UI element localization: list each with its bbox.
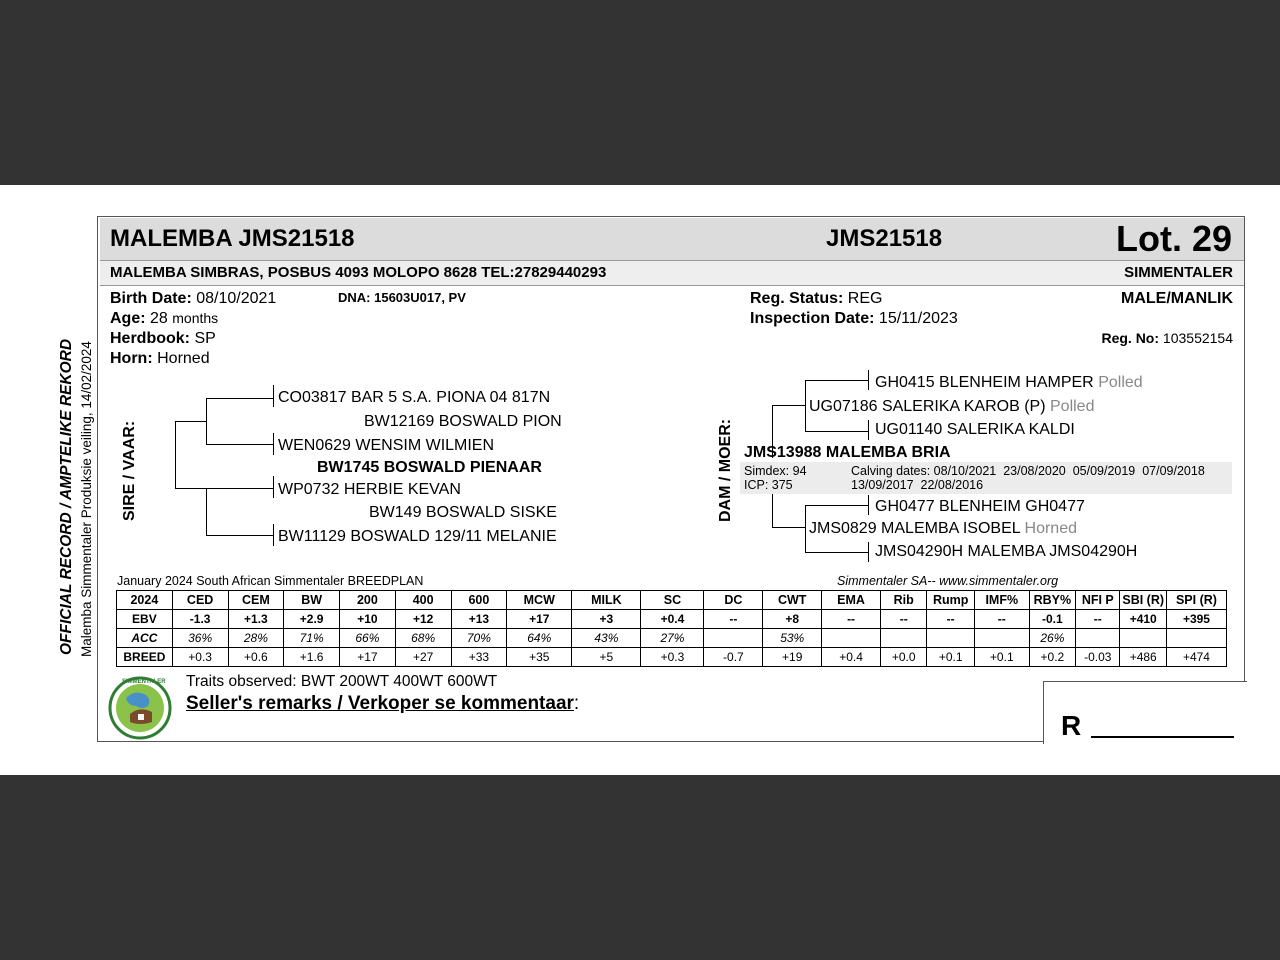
table-row-acc bbox=[117, 629, 1227, 648]
ebv-cell: -- bbox=[880, 610, 926, 629]
sire-grandsire: BW12169 BOSWALD PION bbox=[364, 413, 562, 430]
breeder-line: MALEMBA SIMBRAS, POSBUS 4093 MOLOPO 8628 TEL:27829440293 bbox=[110, 264, 607, 281]
reg-status-value: REG bbox=[847, 290, 883, 307]
ebv-cell: +410 bbox=[1120, 610, 1166, 629]
dam-gs-name: UG07186 SALERIKA KAROB (P) bbox=[809, 398, 1046, 415]
age bbox=[110, 310, 218, 328]
sire-tick-2 bbox=[273, 433, 274, 455]
breed-cell: +0.2 bbox=[1029, 648, 1075, 667]
acc-cell: 28% bbox=[228, 629, 284, 648]
dam-ggs1-note: Polled bbox=[1098, 374, 1143, 391]
acc-cell: 26% bbox=[1029, 629, 1075, 648]
dam-name: JMS13988 MALEMBA BRIA bbox=[744, 444, 951, 461]
breed-cell: +0.4 bbox=[822, 648, 881, 667]
ebv-cell: -- bbox=[974, 610, 1029, 629]
sire-gd-top bbox=[206, 488, 274, 489]
header-cell: 200 bbox=[340, 591, 396, 610]
acc-cell bbox=[880, 629, 926, 648]
ebv-cell: +2.9 bbox=[284, 610, 340, 629]
inspection-date bbox=[750, 310, 958, 328]
inspection-label: Inspection Date: bbox=[750, 310, 875, 327]
reg-status bbox=[750, 290, 882, 308]
dam-ggs1 bbox=[875, 374, 1143, 392]
logo-text: SIMMENTALER bbox=[122, 679, 166, 685]
ebv-cell: -- bbox=[704, 610, 763, 629]
header-cell: EMA bbox=[822, 591, 881, 610]
birth-label: Birth Date: bbox=[110, 290, 192, 307]
ebv-cell: -0.1 bbox=[1029, 610, 1075, 629]
breed-cell: +35 bbox=[507, 648, 572, 667]
acc-cell bbox=[974, 629, 1029, 648]
herdbook bbox=[110, 330, 216, 348]
acc-cell: 27% bbox=[641, 629, 704, 648]
sire-tick-4 bbox=[273, 524, 274, 546]
ebv-cell: -1.3 bbox=[172, 610, 228, 629]
lot-number: Lot. 29 bbox=[1116, 218, 1233, 259]
dam-gd-bottom bbox=[805, 552, 869, 553]
reg-no-value: 103552154 bbox=[1162, 330, 1233, 346]
header-cell: CEM bbox=[228, 591, 284, 610]
sire-bracket bbox=[175, 421, 176, 489]
breed-cell: -0.03 bbox=[1076, 648, 1120, 667]
header-cell: DC bbox=[704, 591, 763, 610]
breed-cell: +474 bbox=[1166, 648, 1226, 667]
sire-granddam: BW149 BOSWALD SISKE bbox=[369, 504, 557, 521]
breed-cell: +1.6 bbox=[284, 648, 340, 667]
ebv-cell: +17 bbox=[507, 610, 572, 629]
ebv-cell: +3 bbox=[572, 610, 641, 629]
ebv-cell: -- bbox=[1076, 610, 1120, 629]
breed-cell: +0.1 bbox=[974, 648, 1029, 667]
dam-gd-top bbox=[805, 505, 869, 506]
age-unit: months bbox=[172, 310, 219, 326]
reg-no-label: Reg. No: bbox=[1101, 330, 1160, 346]
acc-cell bbox=[1076, 629, 1120, 648]
sire-gs-top bbox=[206, 398, 274, 399]
age-label: Age: bbox=[110, 310, 146, 327]
breedplan-caption: January 2024 South African Simmentaler BREEDPLAN bbox=[117, 574, 424, 588]
animal-name: MALEMBA JMS21518 bbox=[110, 225, 355, 252]
ebv-cell: -- bbox=[822, 610, 881, 629]
sire-ggs1: CO03817 BAR 5 S.A. PIONA 04 817N bbox=[278, 389, 551, 406]
ebv-cell: -- bbox=[927, 610, 974, 629]
dam-gd-bracket bbox=[805, 505, 806, 553]
ebv-cell: EBV bbox=[117, 610, 173, 629]
acc-cell: 66% bbox=[340, 629, 396, 648]
dam-gs-top bbox=[805, 380, 869, 381]
breed-cell: +5 bbox=[572, 648, 641, 667]
dam-ggd1: UG01140 SALERIKA KALDI bbox=[875, 421, 1075, 438]
dam-grandsire bbox=[809, 398, 1094, 416]
reg-status-label: Reg. Status: bbox=[750, 290, 844, 307]
table-row-breed bbox=[117, 648, 1227, 667]
dam-bracket-lower bbox=[772, 494, 773, 527]
breed-cell: +0.0 bbox=[880, 648, 926, 667]
seller-remarks bbox=[186, 693, 579, 715]
sire-gs-bottom bbox=[206, 444, 274, 445]
dam-calving-dates: Calving dates: 08/10/2021 23/08/2020 05/09/2019 07/09/2018 bbox=[851, 464, 1205, 478]
breed-cell: -0.7 bbox=[704, 648, 763, 667]
breed-cell: +0.3 bbox=[641, 648, 704, 667]
sire-gd-bracket bbox=[206, 488, 207, 535]
dam-tick-3 bbox=[868, 495, 869, 515]
seller-remarks-colon: : bbox=[573, 693, 580, 714]
dam-icp: ICP: 375 bbox=[744, 478, 793, 492]
animal-id: JMS21518 bbox=[826, 225, 943, 252]
dam-tick-2 bbox=[868, 420, 869, 440]
ebv-cell: +10 bbox=[340, 610, 396, 629]
auction-label: Malemba Simmentaler Produksie veiling, 14/02/2024 bbox=[79, 341, 94, 657]
header-cell: MCW bbox=[507, 591, 572, 610]
acc-cell: 64% bbox=[507, 629, 572, 648]
dam-ggs1-name: GH0415 BLENHEIM HAMPER bbox=[875, 374, 1094, 391]
dam-gs-note: Polled bbox=[1050, 398, 1095, 415]
acc-cell bbox=[927, 629, 974, 648]
acc-cell bbox=[822, 629, 881, 648]
simmentaler-logo bbox=[108, 676, 172, 740]
ebv-cell: +395 bbox=[1166, 610, 1226, 629]
acc-cell: 36% bbox=[172, 629, 228, 648]
horn-value: Horned bbox=[157, 350, 210, 367]
dam-gd-name: JMS0829 MALEMBA ISOBEL bbox=[809, 520, 1021, 537]
sire-ggd1: WEN0629 WENSIM WILMIEN bbox=[278, 437, 495, 454]
horn-label: Horn: bbox=[110, 350, 153, 367]
acc-cell bbox=[704, 629, 763, 648]
header-cell: 600 bbox=[451, 591, 507, 610]
dam-granddam bbox=[809, 520, 1077, 538]
sire-bracket-top bbox=[175, 421, 206, 422]
breed-cell: +33 bbox=[451, 648, 507, 667]
sire-tick-3 bbox=[273, 476, 274, 498]
price-r-label: R bbox=[1061, 710, 1082, 741]
age-value: 28 bbox=[150, 310, 168, 327]
acc-cell bbox=[1166, 629, 1226, 648]
breed-cell: +0.6 bbox=[228, 648, 284, 667]
acc-cell: 53% bbox=[763, 629, 822, 648]
breed-cell: BREED bbox=[117, 648, 173, 667]
header-cell: 400 bbox=[395, 591, 451, 610]
dam-bracket-lower-bottom bbox=[772, 527, 805, 528]
dam-tick-1 bbox=[868, 370, 869, 390]
official-record-label: OFFICIAL RECORD / AMPTELIKE REKORD bbox=[58, 338, 75, 655]
breedplan-website: Simmentaler SA-- www.simmentaler.org bbox=[837, 574, 1059, 588]
acc-cell: 70% bbox=[451, 629, 507, 648]
header-cell: SBI (R) bbox=[1120, 591, 1166, 610]
dam-gs-bracket bbox=[805, 380, 806, 432]
dam-tick-4 bbox=[868, 542, 869, 562]
table-header-row bbox=[117, 591, 1227, 610]
ebv-cell: +0.4 bbox=[641, 610, 704, 629]
header-cell: Rump bbox=[927, 591, 974, 610]
dam-calving-dates-2: 13/09/2017 22/08/2016 bbox=[851, 478, 984, 492]
breed-cell: +486 bbox=[1120, 648, 1166, 667]
sire-bracket-bottom bbox=[175, 488, 206, 489]
sire-name: BW1745 BOSWALD PIENAAR bbox=[317, 459, 542, 476]
breedplan-table bbox=[116, 590, 1227, 667]
dam-label: DAM / MOER: bbox=[717, 418, 734, 522]
sex: MALE/MANLIK bbox=[1121, 290, 1233, 307]
ebv-cell: +12 bbox=[395, 610, 451, 629]
sire-ggs2: WP0732 HERBIE KEVAN bbox=[278, 481, 461, 498]
dam-ggd2: JMS04290H MALEMBA JMS04290H bbox=[875, 543, 1138, 560]
header-cell: NFI P bbox=[1076, 591, 1120, 610]
dam-gs-bottom bbox=[805, 431, 869, 432]
acc-cell: 43% bbox=[572, 629, 641, 648]
acc-cell bbox=[1120, 629, 1166, 648]
dna-info: DNA: 15603U017, PV bbox=[338, 290, 466, 305]
herdbook-value: SP bbox=[194, 330, 216, 347]
dam-gd-note: Horned bbox=[1024, 520, 1077, 537]
traits-observed: Traits observed: BWT 200WT 400WT 600WT bbox=[186, 673, 498, 690]
sire-gs-bracket bbox=[206, 398, 207, 445]
header-cell: Rib bbox=[880, 591, 926, 610]
dam-simdex: Simdex: 94 bbox=[744, 464, 807, 478]
header-cell: IMF% bbox=[974, 591, 1029, 610]
sire-tick-1 bbox=[273, 385, 274, 407]
dam-ggs2: GH0477 BLENHEIM GH0477 bbox=[875, 498, 1085, 515]
header-cell: MILK bbox=[572, 591, 641, 610]
breed-cell: +0.3 bbox=[172, 648, 228, 667]
breed-cell: +27 bbox=[395, 648, 451, 667]
inspection-value: 15/11/2023 bbox=[878, 310, 958, 327]
horn bbox=[110, 350, 210, 368]
acc-cell: 68% bbox=[395, 629, 451, 648]
breed-cell: +17 bbox=[340, 648, 396, 667]
sire-gd-bottom bbox=[206, 535, 274, 536]
price-line[interactable] bbox=[1091, 736, 1234, 738]
header-cell: SPI (R) bbox=[1166, 591, 1226, 610]
ebv-cell: +1.3 bbox=[228, 610, 284, 629]
header-cell: 2024 bbox=[117, 591, 173, 610]
birth-value: 08/10/2021 bbox=[196, 290, 277, 307]
header-cell: CED bbox=[172, 591, 228, 610]
sire-ggd2: BW11129 BOSWALD 129/11 MELANIE bbox=[278, 528, 557, 545]
sire-label: SIRE / VAAR: bbox=[121, 420, 138, 521]
birth-date bbox=[110, 290, 276, 308]
header-cell: SC bbox=[641, 591, 704, 610]
herdbook-label: Herdbook: bbox=[110, 330, 190, 347]
acc-cell: 71% bbox=[284, 629, 340, 648]
acc-cell: ACC bbox=[117, 629, 173, 648]
ebv-cell: +8 bbox=[763, 610, 822, 629]
header-cell: RBY% bbox=[1029, 591, 1075, 610]
reg-no bbox=[1101, 330, 1233, 346]
dam-bracket-upper-top bbox=[772, 405, 805, 406]
header-cell: BW bbox=[284, 591, 340, 610]
header-cell: CWT bbox=[763, 591, 822, 610]
table-row-ebv bbox=[117, 610, 1227, 629]
breed-name: SIMMENTALER bbox=[1124, 264, 1233, 281]
seller-remarks-label: Seller's remarks / Verkoper se kommentaar bbox=[186, 693, 574, 714]
breed-cell: +0.1 bbox=[927, 648, 974, 667]
breed-cell: +19 bbox=[763, 648, 822, 667]
ebv-cell: +13 bbox=[451, 610, 507, 629]
